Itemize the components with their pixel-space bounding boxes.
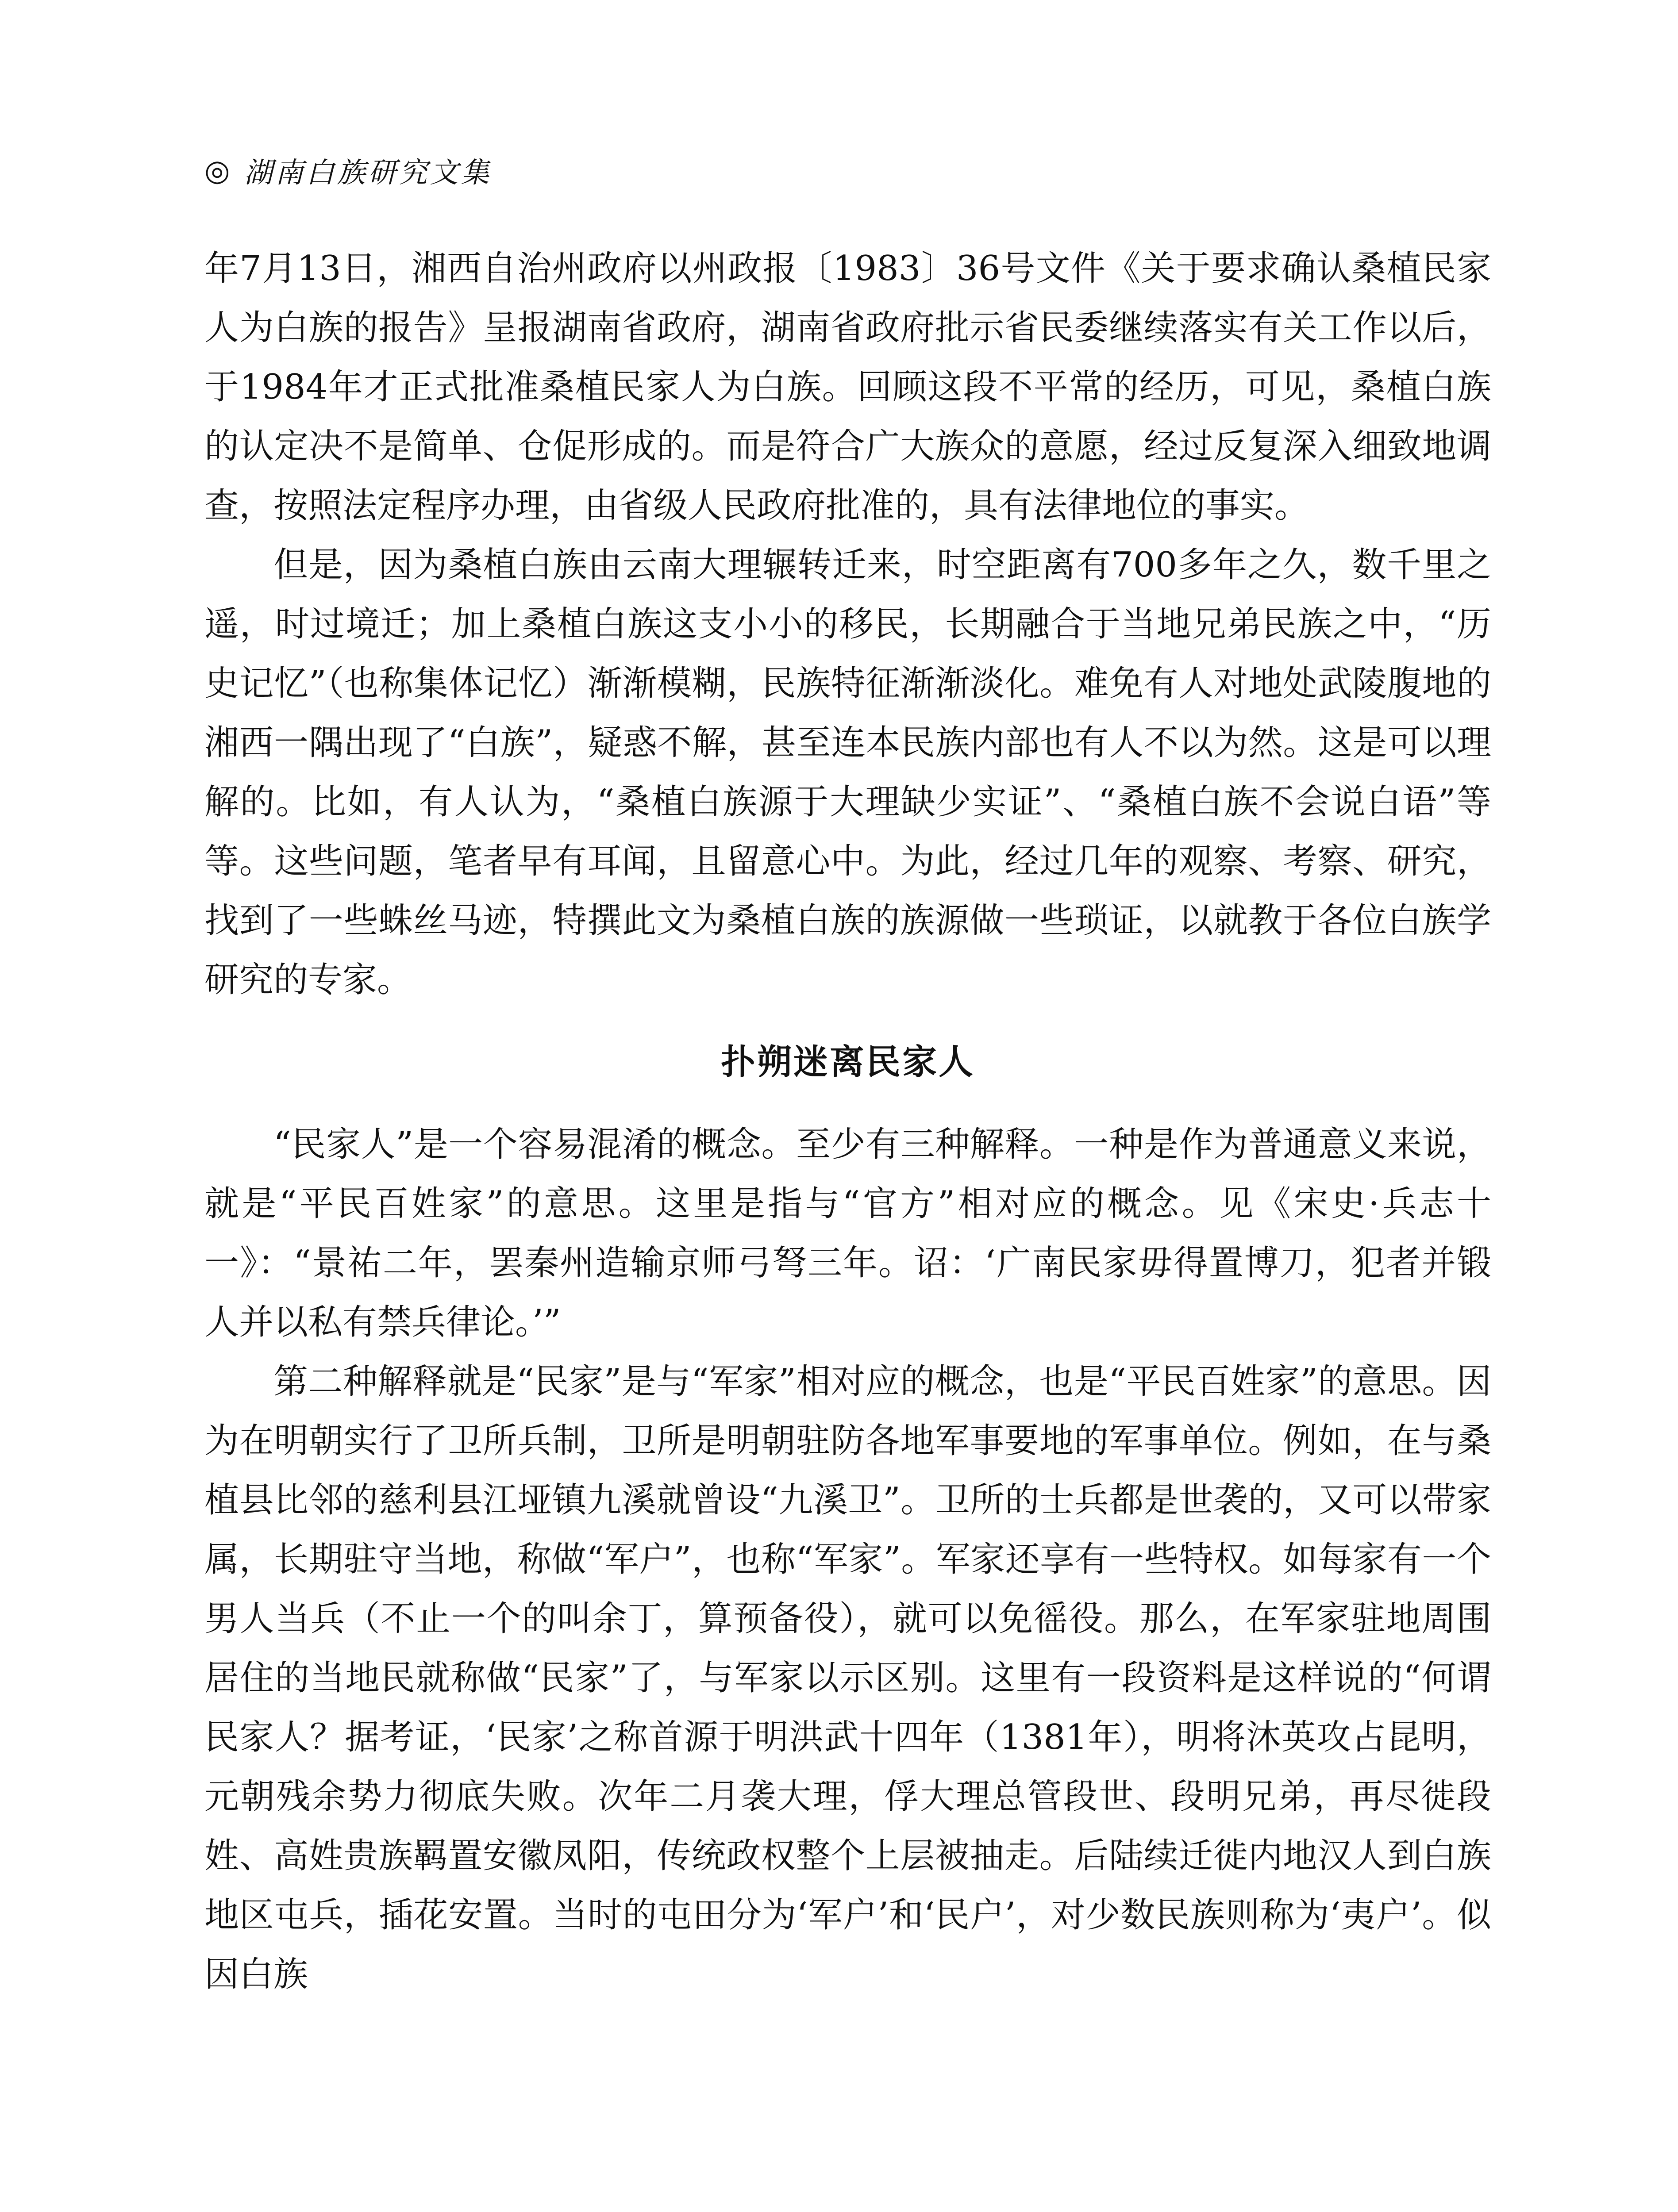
body-text — [204, 239, 1491, 2004]
section-title: 扑朔迷离民家人 — [720, 1042, 975, 1082]
paragraph-2: 但是，因为桑植白族由云南大理辗转迁来，时空距离有700多年之久，数千里之遥，时过境迁；加上桑植白族这支小小的移民，长期融合于当地兄弟民族之中，“历史记忆”（也称集体记忆）渐渐模糊，民族特征渐渐淡化。难免有人对地处武陵腹地的湘西一隅出现了“白族”，疑惑不解，甚至连本民族内部也有人不以为然。这是可以理解的。比如，有人认为，“桑植白族源于大理缺少实证”、“桑植白族不会说白语”等等。这些问题，笔者早有耳闻，且留意心中。为此，经过几年的观察、考察、研究，找到了一些蛛丝马迹，特撰此文为桑植白族的族源做一些琐证，以就教于各位白族学研究的专家。 — [204, 545, 1491, 1000]
running-header — [204, 146, 492, 195]
paragraph-1: 年7月13日，湘西自治州政府以州政报〔1983〕36号文件《关于要求确认桑植民家人为白族的报告》呈报湖南省政府，湖南省政府批示省民委继续落实有关工作以后，于1984年才正式批准桑植民家人为白族。回顾这段不平常的经历，可见，桑植白族的认定决不是简单、仓促形成的。而是符合广大族众的意愿，经过反复深入细致地调查，按照法定程序办理，由省级人民政府批准的，具有法律地位的事实。 — [204, 249, 1491, 526]
circle-mark-icon: ◎ — [204, 153, 233, 188]
paragraph-3: “民家人”是一个容易混淆的概念。至少有三种解释。一种是作为普通意义来说，就是“平民百姓家”的意思。这里是指与“官方”相对应的概念。见《宋史·兵志十一》：“景祐二年，罢秦州造输京师弓弩三年。诏：‘广南民家毋得置博刀，犯者并锻人并以私有禁兵律论。’” — [204, 1125, 1491, 1342]
book-title: 湖南白族研究文集 — [244, 157, 492, 189]
paragraph-4: 第二种解释就是“民家”是与“军家”相对应的概念，也是“平民百姓家”的意思。因为在明朝实行了卫所兵制，卫所是明朝驻防各地军事要地的军事单位。例如，在与桑植县比邻的慈利县江垭镇九溪就曾设“九溪卫”。卫所的士兵都是世袭的，又可以带家属，长期驻守当地，称做“军户”，也称“军家”。军家还享有一些特权。如每家有一个男人当兵（不止一个的叫余丁，算预备役），就可以免徭役。那么，在军家驻地周围居住的当地民就称做“民家”了，与军家以示区别。这里有一段资料是这样说的“何谓民家人？据考证，‘民家’之称首源于明洪武十四年（1381年），明将沐英攻占昆明，元朝残余势力彻底失败。次年二月袭大理，俘大理总管段世、段明兄弟，再尽徙段姓、高姓贵族羁置安徽凤阳，传统政权整个上层被抽走。后陆续迁徙内地汉人到白族地区屯兵，插花安置。当时的屯田分为‘军户’和‘民户’，对少数民族则称为‘夷户’。似因白族 — [204, 1362, 1491, 1994]
